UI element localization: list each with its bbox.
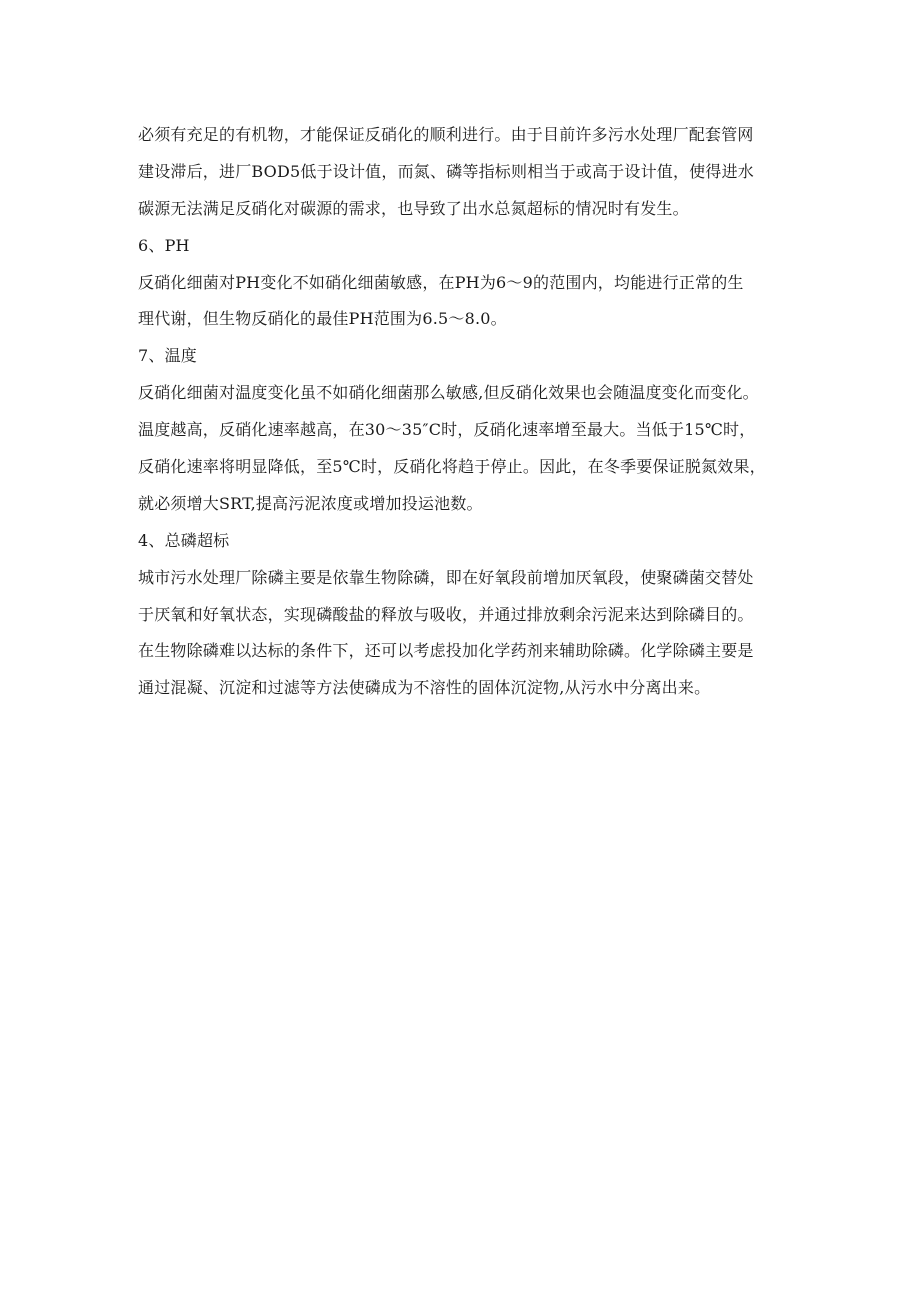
text-line: 城市污水处理厂除磷主要是依靠生物除磷，即在好氧段前增加厌氧段，使聚磷菌交替处 <box>138 567 754 587</box>
text-line: 反硝化细菌对PH变化不如硝化细菌敏感，在PH为6～9的范围内，均能进行正常的生 <box>138 272 744 292</box>
text-line: 理代谢，但生物反硝化的最佳PH范围为6.5～8.0。 <box>138 309 507 329</box>
text-line: 通过混凝、沉淀和过滤等方法使磷成为不溶性的固体沉淀物,从污水中分离出来。 <box>138 678 711 698</box>
document-body <box>138 117 798 707</box>
text-line: 就必须增大SRT,提高污泥浓度或增加投运池数。 <box>138 493 483 513</box>
section-heading-total-phosphorus: 4、总磷超标 <box>138 530 230 550</box>
text-line: 于厌氧和好氧状态，实现磷酸盐的释放与吸收，并通过排放剩余污泥来达到除磷目的。 <box>138 604 754 624</box>
text-line: 必须有充足的有机物，才能保证反硝化的顺利进行。由于目前许多污水处理厂配套管网 <box>138 125 754 144</box>
section-heading-temperature: 7、温度 <box>138 346 197 366</box>
text-line: 碳源无法满足反硝化对碳源的需求，也导致了出水总氮超标的情况时有发生。 <box>138 198 689 218</box>
text-line: 建设滞后，进厂BOD5低于设计值，而氮、磷等指标则相当于或高于设计值，使得进水 <box>138 161 754 181</box>
text-line: 反硝化细菌对温度变化虽不如硝化细菌那么敏感,但反硝化效果也会随温度变化而变化。 <box>138 383 759 403</box>
section-heading-ph: 6、PH <box>138 235 190 255</box>
text-line: 温度越高，反硝化速率越高，在30～35″C时，反硝化速率增至最大。当低于15℃时， <box>138 420 756 440</box>
text-line: 在生物除磷难以达标的条件下，还可以考虑投加化学药剂来辅助除磷。化学除磷主要是 <box>138 641 754 661</box>
text-line: 反硝化速率将明显降低，至5℃时，反硝化将趋于停止。因此，在冬季要保证脱氮效果， <box>138 457 766 477</box>
